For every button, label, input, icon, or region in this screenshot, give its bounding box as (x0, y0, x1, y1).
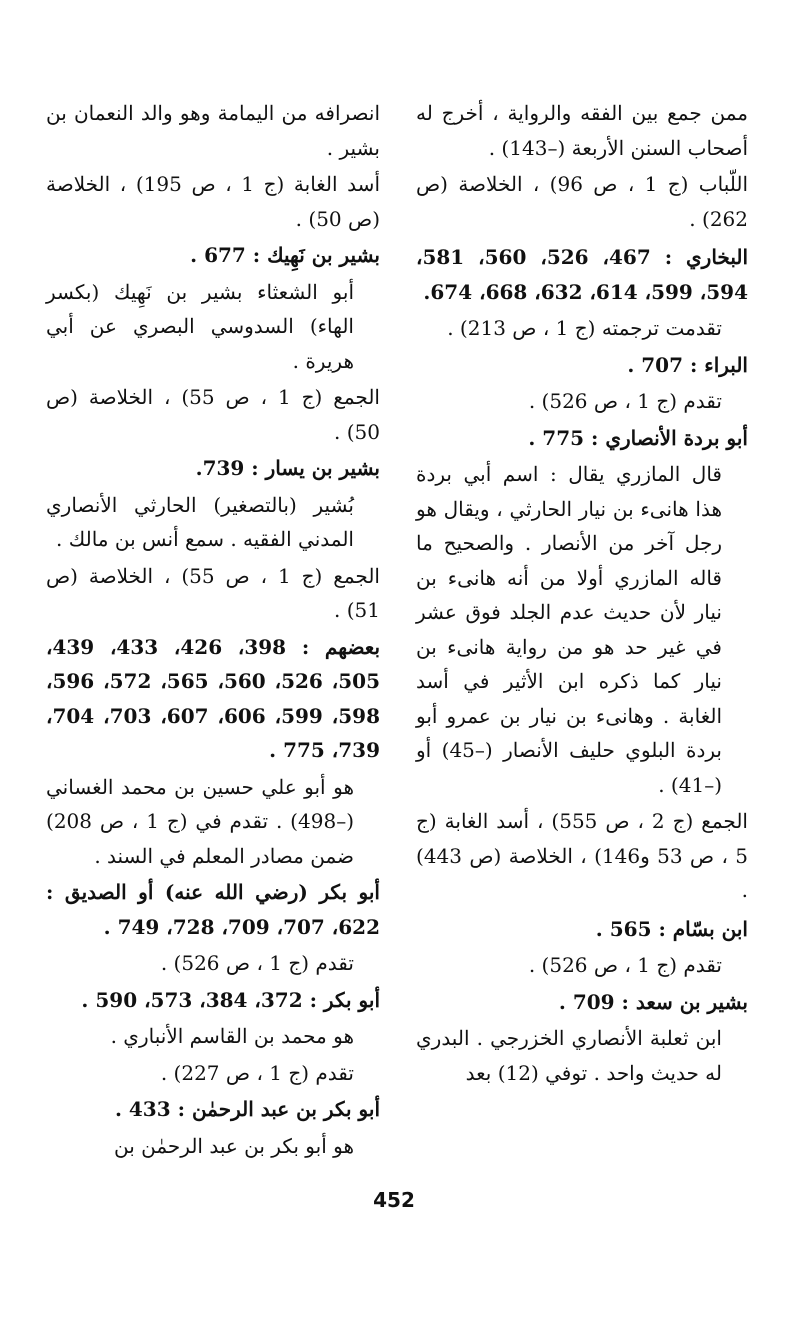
left-heading-abu-bakr-abdulrahman: أبو بكر بن عبد الرحمٰن : 433 . (114, 1097, 380, 1121)
left-entry-5: الجمع (ج 1 ، ص 55) ، الخلاصة (ص 50) . (46, 385, 380, 444)
right-entry-6: تقدم (ج 1 ، ص 526) . (528, 389, 722, 413)
right-entry-9: الجمع (ج 2 ، ص 555) ، أسد الغابة (ج 5 ، ص 53 و146) ، الخلاصة (ص 443) . (416, 809, 749, 902)
left-entry-2: أسد الغابة (ج 1 ، ص 195) ، الخلاصة (ص 50) . (46, 172, 380, 231)
page-number: 452 (373, 1188, 415, 1212)
left-heading-abu-bakr: أبو بكر : 372، 384، 573، 590 . (81, 987, 380, 1012)
right-column (416, 96, 748, 1092)
left-entry-12: تقدم (ج 1 ، ص 526) . (160, 951, 354, 975)
left-entry-15: تقدم (ج 1 ، ص 227) . (160, 1060, 354, 1085)
left-entry-7: بُشير (بالتصغير) الحارثي الأنصاري المدني الفقيه . سمع أنس بن مالك . (46, 492, 354, 551)
right-heading-bara: البراء : 707 . (627, 352, 748, 377)
right-entry-1: ممن جمع بين الفقه والرواية ، أخرج له أصحاب السنن الأربعة (–143) . (416, 101, 748, 160)
left-column (46, 96, 380, 1165)
right-heading-ibn-bassam: ابن بسّام : 565 . (595, 916, 748, 941)
right-heading-bashir-saad: بشير بن سعد : 709 . (558, 989, 748, 1014)
left-entry-14: هو محمد بن القاسم الأنباري . (110, 1024, 354, 1048)
right-entry-11: تقدم (ج 1 ، ص 526) . (528, 953, 722, 977)
right-entry-8: قال المازري يقال : اسم أبي بردة هذا هانىء بن نيار الحارثي ، ويقال هو رجل آخر من الأنصار . والصحيح ما قاله المازري أولا من أنه هانىء بن نيار لأن حديث عدم الجلد فوق عشر في غير حد هو من رواية هانىء بن نيار كما ذكره ابن الأثير في أسد الغابة . وهانىء بن نيار بن عمرو أبو بردة البلوي حليف الأنصار (–45) أو (–41) . (416, 462, 722, 797)
left-heading-baaduhum: بعضهم : 398، 426، 433، 439، 505، 526، 560، 565، 572، 596، 598، 599، 606، 607، 703، 704، 739، 775 . (46, 634, 381, 762)
left-entry-1: انصرافه من اليمامة وهو والد النعمان بن بشير . (46, 101, 380, 160)
left-entry-17: هو أبو بكر بن عبد الرحمٰن بن (113, 1133, 354, 1158)
right-heading-abu-burda: أبو بردة الأنصاري : 775 . (528, 425, 748, 450)
right-heading-bukhari: البخاري : 467، 526، 560، 581، 594، 599، 614، 632، 668، 674. (416, 245, 749, 304)
left-heading-abu-bakr-siddiq: أبو بكر (رضي الله عنه) أو الصديق : 622، 707، 709، 728، 749 . (46, 880, 380, 939)
left-heading-bashir-yasar: بشير بن يسار : 739. (195, 456, 380, 480)
left-entry-10: هو أبو علي حسين بن محمد الغساني (–498) . تقدم في (ج 1 ، ص 208) ضمن مصادر المعلم في السند . (46, 774, 354, 868)
right-entry-2: اللّباب (ج 1 ، ص 96) ، الخلاصة (ص 262) . (416, 172, 748, 231)
right-entry-4: تقدمت ترجمته (ج 1 ، ص 213) . (447, 316, 722, 340)
left-entry-4: أبو الشعثاء بشير بن نَهِيك (بكسر الهاء) السدوسي البصري عن أبي هريرة . (46, 279, 354, 373)
left-heading-bashir-nahik: بشير بن نَهِيك : 677 . (190, 243, 380, 267)
left-entry-8: الجمع (ج 1 ، ص 55) ، الخلاصة (ص 51) . (46, 563, 380, 622)
right-entry-13: ابن ثعلبة الأنصاري الخزرجي . البدري له حديث واحد . توفي (12) بعد (416, 1026, 722, 1085)
